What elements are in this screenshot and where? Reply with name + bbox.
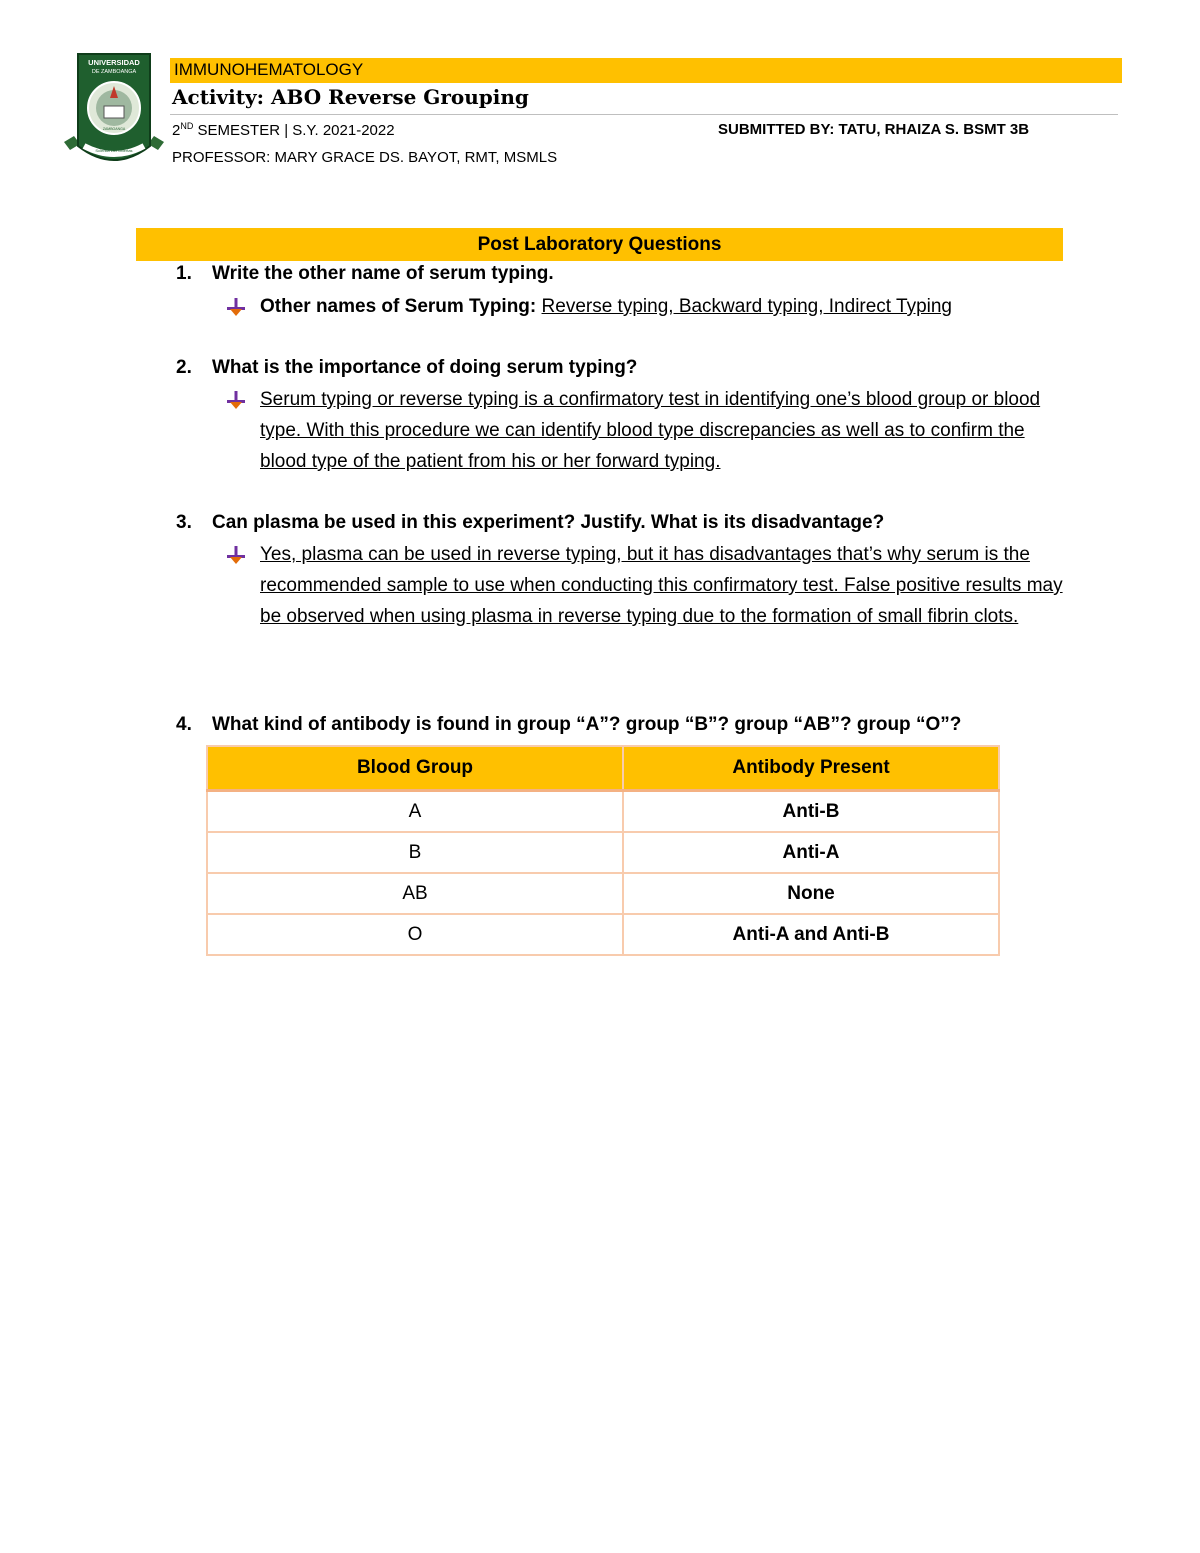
column-header-blood-group: Blood Group [207,746,623,791]
activity-title: Activity: ABO Reverse Grouping [172,85,529,109]
blood-group-cell: A [207,791,623,833]
question-3: 3. Can plasma be used in this experiment? Justify. What is its disadvantage? [176,512,885,533]
question-2: 2. What is the importance of doing serum typing? [176,357,638,378]
header-divider [170,114,1118,115]
table-row [207,914,999,955]
answer-1: Other names of Serum Typing: Reverse typing, Backward typing, Indirect Typing [226,291,1076,322]
column-header-antibody: Antibody Present [623,746,999,791]
antibody-table [206,745,1000,956]
blood-group-cell: B [207,832,623,873]
section-title: Post Laboratory Questions [136,228,1063,261]
antibody-cell: Anti-B [623,791,999,833]
arrow-down-bullet-icon [226,297,246,317]
table-row [207,873,999,914]
semester-info: 2ND SEMESTER | S.Y. 2021-2022 [172,121,395,139]
question-4: 4. What kind of antibody is found in group “A”? group “B”? group “AB”? group “O”? [176,714,962,735]
antibody-cell: Anti-A and Anti-B [623,914,999,955]
logo-emblem-text: ZAMBOANGA [102,127,126,131]
question-1: 1. Write the other name of serum typing. [176,263,554,284]
table-header-row [207,746,999,791]
arrow-down-bullet-icon [226,390,246,410]
course-title: IMMUNOHEMATOLOGY [174,60,364,79]
answer-1-text: Reverse typing, Backward typing, Indirect Typing [541,296,952,317]
blood-group-cell: O [207,914,623,955]
antibody-cell: None [623,873,999,914]
antibody-cell: Anti-A [623,832,999,873]
logo-top-text: UNIVERSIDAD [88,58,140,67]
table-row [207,791,999,833]
university-seal-icon [60,50,168,168]
answer-3 [226,539,1076,632]
blood-group-cell: AB [207,873,623,914]
answer-3-text: Yes, plasma can be used in reverse typing, but it has disadvantages that’s why serum is the recommended sample to use when conducting this confirmatory test. False positive results may be observed when using plasma in reverse typing due to the formation of small fibrin clots. [260,544,1063,627]
logo-ribbon-text: Scientia Lux Libertas [95,148,133,153]
answer-2 [226,384,1076,477]
answer-2-text: Serum typing or reverse typing is a confirmatory test in identifying one’s blood group or blood type. With this procedure we can identify blood type discrepancies as well as to confirm the blood type of the patient from his or her forward typing. [260,389,1041,472]
professor-info: PROFESSOR: MARY GRACE DS. BAYOT, RMT, MSMLS [172,149,558,166]
arrow-down-bullet-icon [226,545,246,565]
table-row [207,832,999,873]
submitted-by: SUBMITTED BY: TATU, RHAIZA S. BSMT 3B [718,121,1030,138]
logo-sub-text: DE ZAMBOANGA [91,69,137,75]
